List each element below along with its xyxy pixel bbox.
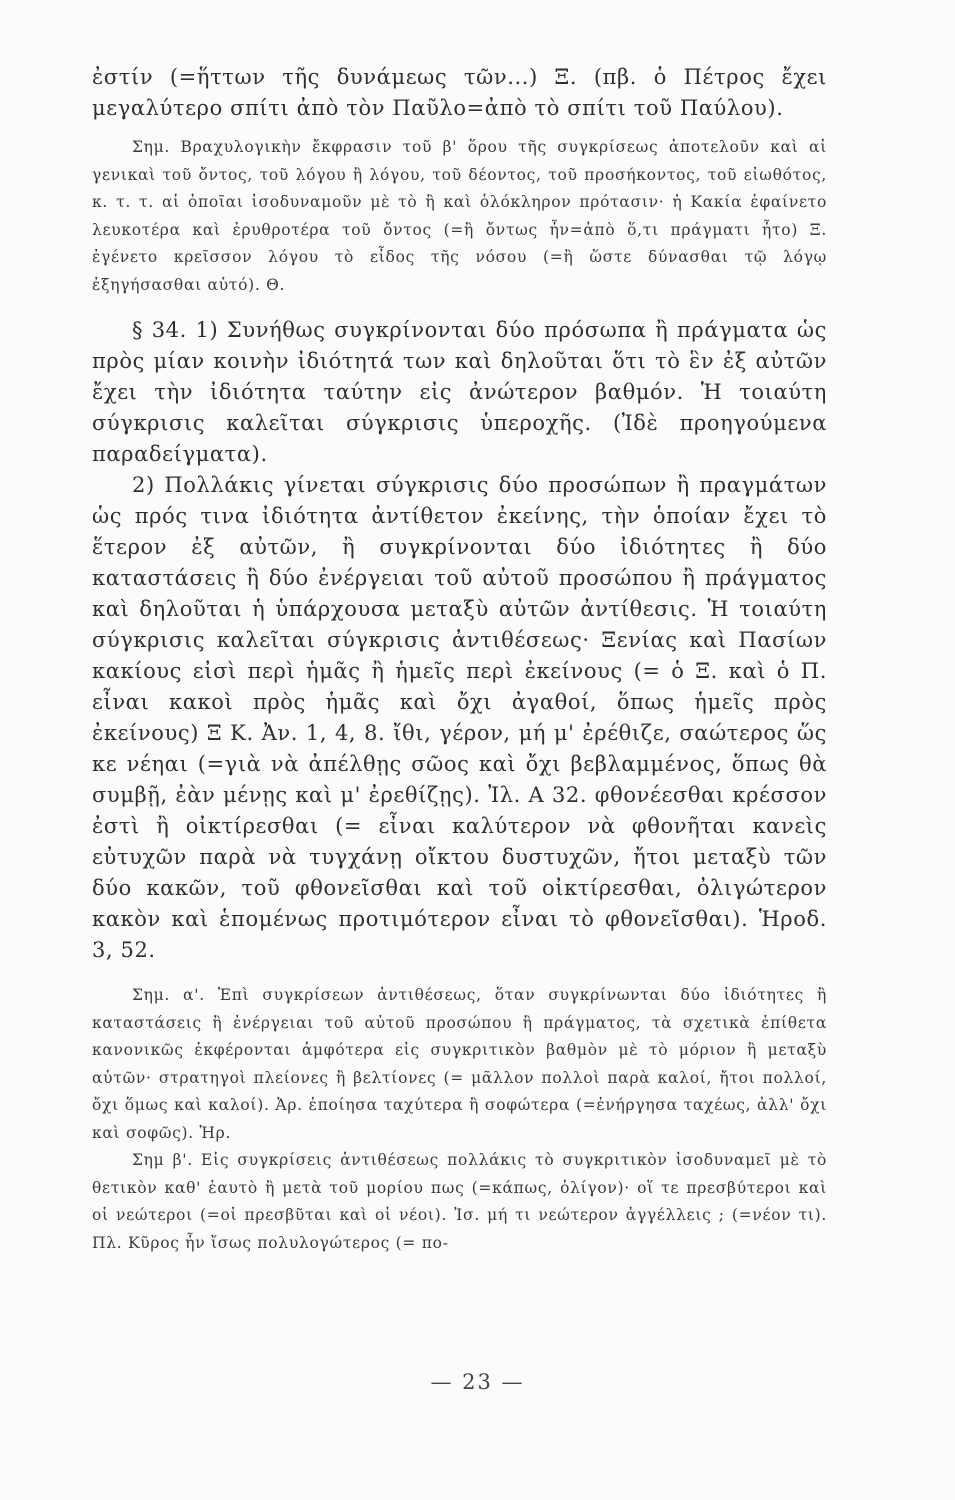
body-text-main <box>92 315 827 966</box>
page-number: — 23 — <box>430 1370 525 1394</box>
body-text-top <box>92 62 827 124</box>
note-beta-paragraph: Σημ β'. Εἰς συγκρίσεις ἀντιθέσεως πολλάκις τὸ συγκριτικὸν ἰσοδυναμεῖ μὲ τὸ θετικὸν καθ' ἑαυτὸ ἢ μετὰ τοῦ μορίου πως (=κάπως, ὀλίγον)· οἵ τε πρεσβύτεροι καὶ οἱ νεώτεροι (=οἱ πρεσβῦται καὶ οἱ νέοι). Ἰσ. μή τι νεώτερον ἀγγέλλεις ; (=νέον τι). Πλ. Κῦρος ἦν ἴσως πολυλογώτερος (= πο- <box>92 1151 827 1252</box>
section-34-paragraph-2: 2) Πολλάκις γίνεται σύγκρισις δύο προσώπων ἢ πραγμάτων ὡς πρός τινα ἰδιότητα ἀντίθετον ἐκείνης, τὴν ὁποίαν ἔχει τὸ ἕτερον ἐξ αὐτῶν, ἢ συγκρίνονται δύο ἰδιότητες ἢ δύο καταστάσεις ἢ δύο ἐνέργειαι τοῦ αὐτοῦ προσώπου ἢ πράγματος καὶ δηλοῦται ἡ ὑπάρχουσα μεταξὺ αὐτῶν ἀντίθεσις. Ἡ τοιαύτη σύγκρισις καλεῖται σύγκρισις ἀντιθέσεως· Ξενίας καὶ Πασίων κακίους εἰσὶ περὶ ἡμᾶς ἢ ἡμεῖς περὶ ἐκείνους (= ὁ Ξ. καὶ ὁ Π. εἶναι κακοὶ πρὸς ἡμᾶς καὶ ὄχι ἀγαθοί, ὅπως ἡμεῖς πρὸς ἐκείνους) Ξ Κ. Ἀν. 1, 4, 8. ἴθι, γέρον, μή μ' ἐρέθιζε, σαώτερος ὥς κε νέηαι (=γιὰ νὰ ἀπέλθῃς σῶος καὶ ὄχι βεβλαμμένος, ὅπως θὰ συμβῇ, ἐὰν μένῃς καὶ μ' ἐρεθίζῃς). Ἰλ. Α 32. φθονέεσθαι κρέσσον ἐστὶ ἢ οἰκτίρεσθαι (= εἶναι καλύτερον νὰ φθονῆται κανεὶς εὐτυχῶν παρὰ νὰ τυγχάνῃ οἴκτου δυστυχῶν, ἤτοι μεταξὺ τῶν δύο κακῶν, τοῦ φθονεῖσθαι καὶ τοῦ οἰκτίρεσθαι, ὀλιγώτερον κακὸν καὶ ἑπομένως προτιμότερον εἶναι τὸ φθονεῖσθαι). Ἡροδ. 3, 52. <box>92 473 827 962</box>
note-alpha-paragraph: Σημ. α'. Ἐπὶ συγκρίσεων ἀντιθέσεως, ὅταν συγκρίνωνται δύο ἰδιότητες ἢ καταστάσεις ἢ ἐνέργειαι τοῦ αὐτοῦ προσώπου ἢ πράγματος, τὰ σχετικὰ ἐπίθετα κανονικῶς ἐκφέρονται ἀμφότερα εἰς συγκριτικὸν βαθμὸν μὲ τὸ μόριον ἢ μεταξὺ αὐτῶν· στρατηγοὶ πλείονες ἢ βελτίονες (= μᾶλλον πολλοὶ παρὰ καλοί, ἤτοι πολλοί, ὄχι ὅμως καὶ καλοί). Ἀρ. ἐποίησα ταχύτερα ἢ σοφώτερα (=ἐνήργησα ταχέως, ἀλλ' ὄχι καὶ σοφῶς). Ἡρ. <box>92 986 827 1142</box>
paragraph-continuation: ἐστίν (=ἥττων τῆς δυνάμεως τῶν...) Ξ. (πβ. ὁ Πέτρος ἔχει μεγαλύτερο σπίτι ἀπὸ τὸν Παῦλο=ἀπὸ τὸ σπίτι τοῦ Παύλου). <box>92 65 827 120</box>
note-block-2 <box>92 982 827 1257</box>
section-34-paragraph-1: § 34. 1) Συνήθως συγκρίνονται δύο πρόσωπα ἢ πράγματα ὡς πρὸς μίαν κοινὴν ἰδιότητά των καὶ δηλοῦται ὅτι τὸ ἓν ἐξ αὐτῶν ἔχει τὴν ἰδιότητα ταύτην εἰς ἀνώτερον βαθμόν. Ἡ τοιαύτη σύγκρισις καλεῖται σύγκρισις ὑπεροχῆς. (Ἰδὲ προηγούμενα παραδείγματα). <box>92 318 827 466</box>
note-paragraph: Σημ. Βραχυλογικὴν ἔκφρασιν τοῦ β' ὅρου τῆς συγκρίσεως ἀποτελοῦν καὶ αἱ γενικαὶ τοῦ ὄντος, τοῦ λόγου ἢ λόγου, τοῦ δέοντος, τοῦ προσήκοντος, τοῦ εἰωθότος, κ. τ. τ. αἱ ὁποῖαι ἰσοδυναμοῦν μὲ τὸ ἢ καὶ ὁλόκληρον πρότασιν· ἡ Κακία ἐφαίνετο λευκοτέρα καὶ ἐρυθροτέρα τοῦ ὄντος (=ἢ ὄντως ἦν=ἀπὸ ὅ,τι πράγματι ἦτο) Ξ. ἐγένετο κρεῖσσον λόγου τὸ εἶδος τῆς νόσου (=ἢ ὥστε δύνασθαι τῷ λόγῳ ἐξηγήσασθαι αὐτό). Θ. <box>92 138 827 294</box>
note-block-1 <box>92 134 827 299</box>
